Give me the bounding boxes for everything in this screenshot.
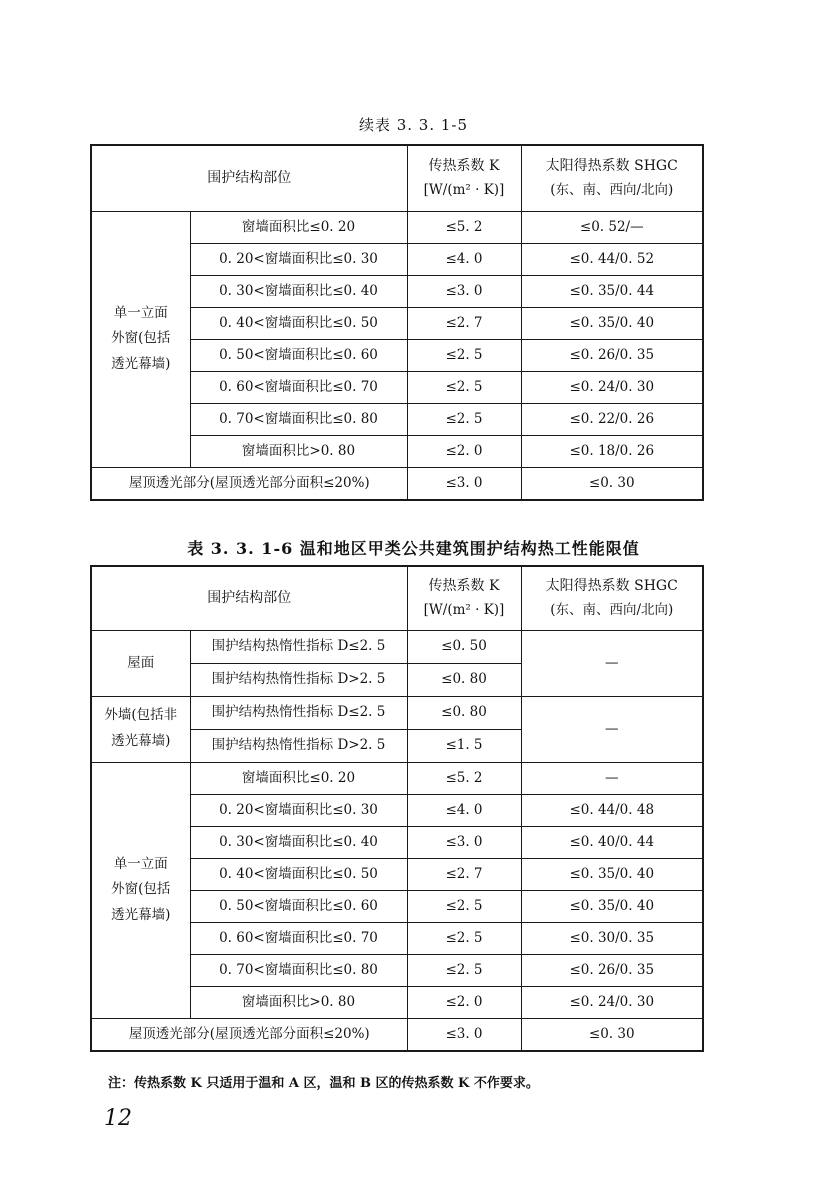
group-label-roof: 屋面 <box>91 630 190 696</box>
ratio-range-cell: 0. 70<窗墙面积比≤0. 80 <box>190 954 407 986</box>
table1 <box>90 144 704 501</box>
table-row <box>91 211 703 243</box>
k-value-cell: ≤3. 0 <box>407 467 521 500</box>
k-value-cell: ≤2. 7 <box>407 307 521 339</box>
shgc-value-cell: ≤0. 30 <box>521 467 703 500</box>
roof-light-label: 屋顶透光部分(屋顶透光部分面积≤20%) <box>91 1018 407 1051</box>
ratio-range-cell: 0. 40<窗墙面积比≤0. 50 <box>190 858 407 890</box>
ratio-range-cell: 窗墙面积比>0. 80 <box>190 986 407 1018</box>
group-label-line: 透光幕墙) <box>111 733 171 749</box>
table1-header-row <box>91 145 703 211</box>
header-shgc <box>521 145 703 211</box>
k-value-cell: ≤4. 0 <box>407 794 521 826</box>
shgc-value-cell: — <box>521 630 703 696</box>
k-value-cell: ≤2. 5 <box>407 922 521 954</box>
ratio-range-cell: 0. 50<窗墙面积比≤0. 60 <box>190 339 407 371</box>
k-value-cell: ≤0. 80 <box>407 663 521 696</box>
ratio-range-cell: 0. 40<窗墙面积比≤0. 50 <box>190 307 407 339</box>
shgc-value-cell: ≤0. 40/0. 44 <box>521 826 703 858</box>
condition-cell: 围护结构热惰性指标 D>2. 5 <box>190 663 407 696</box>
shgc-value-cell: ≤0. 24/0. 30 <box>521 371 703 403</box>
ratio-range-cell: 0. 20<窗墙面积比≤0. 30 <box>190 794 407 826</box>
ratio-range-cell: 窗墙面积比>0. 80 <box>190 435 407 467</box>
header-k-unit: [W/(m² · K)] <box>423 181 505 198</box>
shgc-value-cell: ≤0. 44/0. 52 <box>521 243 703 275</box>
ratio-range-cell: 0. 70<窗墙面积比≤0. 80 <box>190 403 407 435</box>
k-value-cell: ≤2. 5 <box>407 954 521 986</box>
group-label-wall <box>91 696 190 762</box>
header-part: 围护结构部位 <box>91 566 407 630</box>
table2-header-row <box>91 566 703 630</box>
header-k-label: 传热系数 K <box>428 158 500 175</box>
shgc-value-cell: — <box>521 696 703 762</box>
table-row <box>91 762 703 794</box>
shgc-value-cell: ≤0. 35/0. 40 <box>521 890 703 922</box>
k-value-cell: ≤2. 5 <box>407 371 521 403</box>
condition-cell: 围护结构热惰性指标 D≤2. 5 <box>190 696 407 729</box>
header-k-unit: [W/(m² · K)] <box>423 601 505 618</box>
k-value-cell: ≤5. 2 <box>407 211 521 243</box>
k-value-cell: ≤2. 0 <box>407 435 521 467</box>
header-shgc-sub: (东、南、西向/北向) <box>550 181 674 198</box>
header-shgc-sub: (东、南、西向/北向) <box>550 601 674 618</box>
shgc-value-cell: ≤0. 18/0. 26 <box>521 435 703 467</box>
table-row <box>91 696 703 729</box>
table-row-roof-light <box>91 467 703 500</box>
ratio-range-cell: 0. 60<窗墙面积比≤0. 70 <box>190 371 407 403</box>
k-value-cell: ≤5. 2 <box>407 762 521 794</box>
shgc-value-cell: ≤0. 26/0. 35 <box>521 954 703 986</box>
header-k <box>407 145 521 211</box>
shgc-value-cell: ≤0. 24/0. 30 <box>521 986 703 1018</box>
k-value-cell: ≤3. 0 <box>407 275 521 307</box>
header-shgc <box>521 566 703 630</box>
group-label-line: 透光幕墙) <box>111 355 171 372</box>
ratio-range-cell: 0. 20<窗墙面积比≤0. 30 <box>190 243 407 275</box>
roof-light-label: 屋顶透光部分(屋顶透光部分面积≤20%) <box>91 467 407 500</box>
group-label-line: 透光幕墙) <box>111 906 171 923</box>
shgc-value-cell: ≤0. 30 <box>521 1018 703 1051</box>
group-label-line: 单一立面 <box>113 855 168 872</box>
table-note: 注：传热系数 K 只适用于温和 A 区，温和 B 区的传热系数 K 不作要求。 <box>108 1076 539 1091</box>
shgc-value-cell: ≤0. 35/0. 40 <box>521 858 703 890</box>
group-label-line: 外窗(包括 <box>111 330 171 347</box>
header-k <box>407 566 521 630</box>
table1-caption: 续表 3. 3. 1-5 <box>358 116 469 134</box>
k-value-cell: ≤2. 0 <box>407 986 521 1018</box>
k-value-cell: ≤2. 5 <box>407 339 521 371</box>
k-value-cell: ≤2. 5 <box>407 403 521 435</box>
shgc-value-cell: ≤0. 22/0. 26 <box>521 403 703 435</box>
k-value-cell: ≤3. 0 <box>407 1018 521 1051</box>
table2-caption: 表 3. 3. 1-6 温和地区甲类公共建筑围护结构热工性能限值 <box>187 539 640 558</box>
ratio-range-cell: 0. 30<窗墙面积比≤0. 40 <box>190 275 407 307</box>
shgc-value-cell: ≤0. 30/0. 35 <box>521 922 703 954</box>
condition-cell: 围护结构热惰性指标 D≤2. 5 <box>190 630 407 663</box>
page-number: 12 <box>104 1106 132 1131</box>
k-value-cell: ≤3. 0 <box>407 826 521 858</box>
table2 <box>90 565 704 1052</box>
header-part: 围护结构部位 <box>91 145 407 211</box>
shgc-value-cell: ≤0. 26/0. 35 <box>521 339 703 371</box>
table-row <box>91 630 703 663</box>
shgc-value-cell: ≤0. 52/— <box>521 211 703 243</box>
group-label-line: 外墙(包括非 <box>104 707 178 724</box>
condition-cell: 围护结构热惰性指标 D>2. 5 <box>190 729 407 762</box>
group-label-window <box>91 762 190 1018</box>
k-value-cell: ≤2. 5 <box>407 890 521 922</box>
ratio-range-cell: 0. 30<窗墙面积比≤0. 40 <box>190 826 407 858</box>
header-shgc-label: 太阳得热系数 SHGC <box>545 578 678 595</box>
shgc-value-cell: ≤0. 35/0. 40 <box>521 307 703 339</box>
header-k-label: 传热系数 K <box>428 578 500 595</box>
shgc-value-cell: ≤0. 44/0. 48 <box>521 794 703 826</box>
ratio-range-cell: 窗墙面积比≤0. 20 <box>190 211 407 243</box>
ratio-range-cell: 窗墙面积比≤0. 20 <box>190 762 407 794</box>
shgc-value-cell: ≤0. 35/0. 44 <box>521 275 703 307</box>
k-value-cell: ≤0. 50 <box>407 630 521 663</box>
header-shgc-label: 太阳得热系数 SHGC <box>545 158 678 175</box>
ratio-range-cell: 0. 60<窗墙面积比≤0. 70 <box>190 922 407 954</box>
table-row-roof-light <box>91 1018 703 1051</box>
k-value-cell: ≤0. 80 <box>407 696 521 729</box>
k-value-cell: ≤1. 5 <box>407 729 521 762</box>
k-value-cell: ≤4. 0 <box>407 243 521 275</box>
group-label-window <box>91 211 190 467</box>
ratio-range-cell: 0. 50<窗墙面积比≤0. 60 <box>190 890 407 922</box>
group-label-line: 外窗(包括 <box>111 881 171 898</box>
shgc-value-cell: — <box>521 762 703 794</box>
k-value-cell: ≤2. 7 <box>407 858 521 890</box>
group-label-line: 单一立面 <box>113 304 168 321</box>
